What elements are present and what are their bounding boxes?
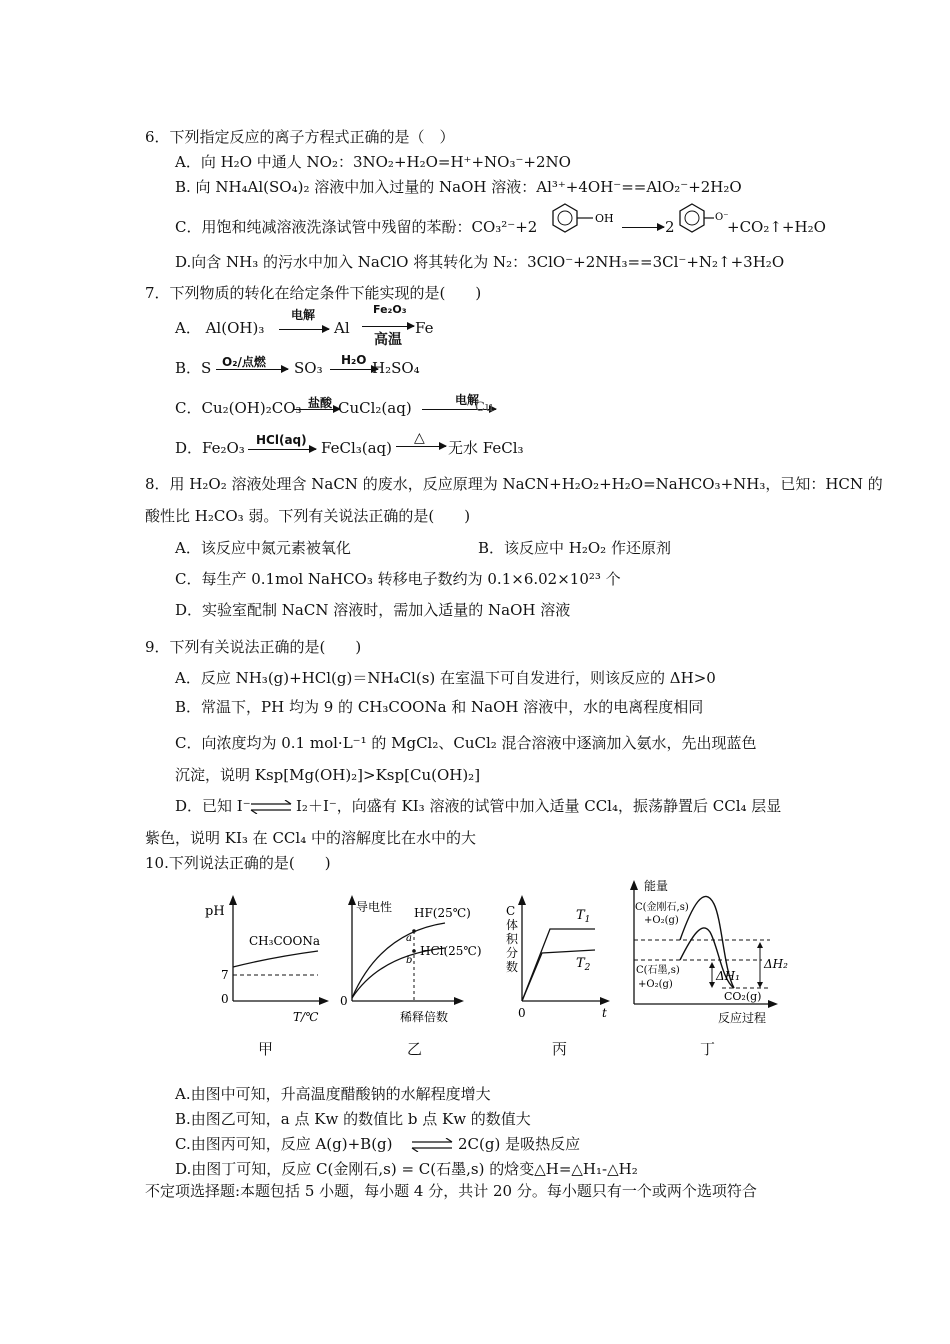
q8-stem-line1: 8．用 H₂O₂ 溶液处理含 NaCN 的废水，反应原理为 NaCN+H₂O₂+H₂O=NaHCO₃+NH₃，已知：HCN 的 <box>145 475 883 493</box>
graph-ding-diamond-o2: +O₂(g) <box>644 915 679 926</box>
graph-yi-a: a <box>406 933 412 944</box>
q8-option-b: B．该反应中 H₂O₂ 作还原剂 <box>478 539 671 557</box>
graph-bing-ylabel2: 体 <box>506 918 519 932</box>
q7-b-arrow1 <box>216 369 288 370</box>
graph-bing-origin: 0 <box>518 1006 526 1020</box>
graph-yi-b: b <box>406 955 413 966</box>
graph-jia-caption: 甲 <box>258 1040 274 1058</box>
q7-d-cond1: HCl(aq) <box>256 433 307 447</box>
q7-b-cond2: H₂O <box>341 353 367 367</box>
q8-stem-line2: 酸性比 H₂CO₃ 弱。下列有关说法正确的是( ) <box>145 507 471 525</box>
q10-option-a: A.由图中可知，升高温度醋酸钠的水解程度增大 <box>175 1085 491 1103</box>
graph-ding-ylabel: 能量 <box>644 879 669 893</box>
graph-yi-caption: 乙 <box>407 1040 423 1058</box>
point-b <box>412 949 416 953</box>
q9-option-b: B．常温下，PH 均为 9 的 CH₃COONa 和 NaOH 溶液中，水的电离程度相同 <box>175 698 704 716</box>
q7-c-arrow1 <box>294 409 340 410</box>
q10-option-c-post: 2C(g) 是吸热反应 <box>458 1135 581 1153</box>
graph-ding-caption: 丁 <box>700 1040 716 1058</box>
q7-stem: 7．下列物质的转化在给定条件下能实现的是( ) <box>145 284 482 302</box>
graph-bing-t2: $T_2$ <box>576 956 591 973</box>
q7-a-cond2b: 高温 <box>374 332 402 348</box>
graph-yi-hcl-label: HCl(25℃) <box>420 944 482 958</box>
q9-option-d-post: I₂＋I⁻，向盛有 KI₃ 溶液的试管中加入适量 CCl₄，振荡静置后 CCl₄ 层显 <box>296 797 782 815</box>
phenol-structure <box>545 200 615 236</box>
q7-b-p1: B．S <box>175 359 212 377</box>
q7-b-p3: H₂SO₄ <box>372 359 420 377</box>
phenoxide-structure <box>672 200 730 236</box>
q7-a-arrow1 <box>279 329 329 330</box>
hf-curve <box>352 923 445 998</box>
graph-yi <box>340 893 490 1025</box>
equilibrium-arrow <box>249 800 295 814</box>
graph-yi-hf-label: HF(25℃) <box>414 906 471 920</box>
q6-option-a: A．向 H₂O 中通人 NO₂：3NO₂+H₂O=H⁺+NO₃⁻+2NO <box>175 153 571 171</box>
q7-a-p1: A． Al(OH)₃ <box>175 319 265 337</box>
q7-a-p3: Fe <box>415 319 434 337</box>
graph-bing-xlabel: t <box>602 1006 607 1020</box>
graph-yi-xlabel: 稀释倍数 <box>400 1010 449 1024</box>
graph-bing-ylabel3: 积 <box>506 932 519 946</box>
q7-c-cond1: 盐酸 <box>308 396 333 410</box>
graph-jia <box>203 893 331 1025</box>
q7-a-cond1: 电解 <box>291 308 316 322</box>
graph-bing-t1: $T_1$ <box>576 908 591 925</box>
q7-d-p3: 无水 FeCl₃ <box>448 439 524 457</box>
q7-b-cond1: O₂/点燃 <box>222 355 266 369</box>
q10-option-c-pre: C.由图丙可知，反应 A(g)+B(g) <box>175 1135 393 1153</box>
graph-jia-y7: 7 <box>221 968 229 982</box>
q7-d-cond2: △ <box>414 430 425 446</box>
q7-d-arrow2 <box>396 446 446 447</box>
q7-c-p1: C．Cu₂(OH)₂CO₃ <box>175 399 302 417</box>
q10-option-b: B.由图乙可知，a 点 Kw 的数值比 b 点 Kw 的数值大 <box>175 1110 531 1128</box>
phenoxide-o-label: O⁻ <box>715 212 729 223</box>
graph-ding-co2: CO₂(g) <box>724 990 762 1003</box>
graph-bing <box>500 893 615 1025</box>
graph-ding <box>622 876 790 1026</box>
graph-bing-caption: 丙 <box>552 1040 568 1058</box>
graph-ding-diamond-label: C(金刚石,s) <box>635 902 689 913</box>
phenol-oh-label: OH <box>595 212 614 225</box>
q7-c-p2: CuCl₂(aq) <box>338 399 412 417</box>
point-a <box>412 929 416 933</box>
q9-option-c-line1: C．向浓度均为 0.1 mol·L⁻¹ 的 MgCl₂、CuCl₂ 混合溶液中逐滴加入氨水，先出现蓝色 <box>175 734 757 752</box>
graph-bing-ylabel1: C <box>506 904 516 918</box>
q9-option-d-line2: 紫色，说明 KI₃ 在 CCl₄ 中的溶解度比在水中的大 <box>145 829 476 847</box>
ch3coona-curve <box>233 951 318 967</box>
q7-d-p1: D．Fe₂O₃ <box>175 439 245 457</box>
equilibrium-arrow-q10 <box>410 1138 456 1152</box>
graph-ding-graphite-label: C(石墨,s) <box>636 965 680 976</box>
graph-ding-dh2: ΔH₂ <box>764 957 788 971</box>
q10-stem: 10.下列说法正确的是( ) <box>145 854 331 872</box>
q7-a-cond2a: Fe₂O₃ <box>373 303 407 316</box>
graph-jia-origin: 0 <box>221 992 229 1006</box>
q6-coefficient: 2 <box>665 218 675 236</box>
q7-a-p2: Al <box>334 319 350 337</box>
q6-option-c-post: +CO₂↑+H₂O <box>727 218 826 236</box>
q6-option-c-pre: C．用饱和纯减溶液洗涤试管中残留的苯酚：CO₃²⁻+2 <box>175 218 538 236</box>
q9-stem: 9．下列有关说法正确的是( ) <box>145 638 362 656</box>
section-footer: 不定项选择题:本题包括 5 小题，每小题 4 分，共计 20 分。每小题只有一个或两个选项符合 <box>145 1182 757 1200</box>
q9-option-c-line2: 沉淀，说明 Ksp[Mg(OH)₂]>Ksp[Cu(OH)₂] <box>175 766 481 784</box>
q7-d-p2: FeCl₃(aq) <box>321 439 393 457</box>
graph-yi-ylabel: 导电性 <box>356 900 393 914</box>
q7-b-p2: SO₃ <box>294 359 323 377</box>
q9-option-d-pre: D．已知 I⁻ <box>175 797 251 815</box>
q6-option-d: D.向含 NH₃ 的污水中加入 NaClO 将其转化为 N₂：3ClO⁻+2NH₃==3Cl⁻+N₂↑+3H₂O <box>175 253 785 271</box>
q7-a-arrow2 <box>362 326 414 327</box>
graph-jia-ylabel: pH <box>205 904 225 919</box>
graph-ding-graphite-o2: +O₂(g) <box>638 979 673 990</box>
graph-ding-dh1: ΔH₁ <box>716 969 740 983</box>
graph-bing-ylabel4: 分 <box>506 946 519 960</box>
q7-c-p3: Cu <box>475 400 494 415</box>
graph-ding-xlabel: 反应过程 <box>718 1011 767 1025</box>
graph-jia-xlabel: T/℃ <box>293 1010 319 1024</box>
q10-option-d: D.由图丁可知，反应 C(金刚石,s) = C(石墨,s) 的焓变△H=△H₁-△H₂ <box>175 1160 638 1178</box>
q7-b-arrow2 <box>330 369 378 370</box>
q8-option-a: A．该反应中氮元素被氧化 <box>175 539 351 557</box>
q6-option-b: B. 向 NH₄Al(SO₄)₂ 溶液中加入过量的 NaOH 溶液：Al³⁺+4OH⁻==AlO₂⁻+2H₂O <box>175 178 742 196</box>
graph-jia-series-label: CH₃COONa <box>249 934 320 948</box>
q8-option-d: D．实验室配制 NaCN 溶液时，需加入适量的 NaOH 溶液 <box>175 601 571 619</box>
q9-option-a: A．反应 NH₃(g)+HCl(g)＝NH₄Cl(s) 在室温下可自发进行，则该反应的 ΔH>0 <box>175 669 716 687</box>
q8-option-c: C．每生产 0.1mol NaHCO₃ 转移电子数约为 0.1×6.02×10²³ 个 <box>175 570 621 588</box>
q7-d-arrow1 <box>248 449 316 450</box>
q7-c-cond2: 电解 <box>455 393 480 407</box>
graph-yi-origin: 0 <box>340 994 348 1008</box>
reaction-arrow <box>622 227 664 228</box>
graph-bing-ylabel5: 数 <box>506 960 519 974</box>
q6-stem: 6．下列指定反应的离子方程式正确的是（ ） <box>145 128 455 146</box>
